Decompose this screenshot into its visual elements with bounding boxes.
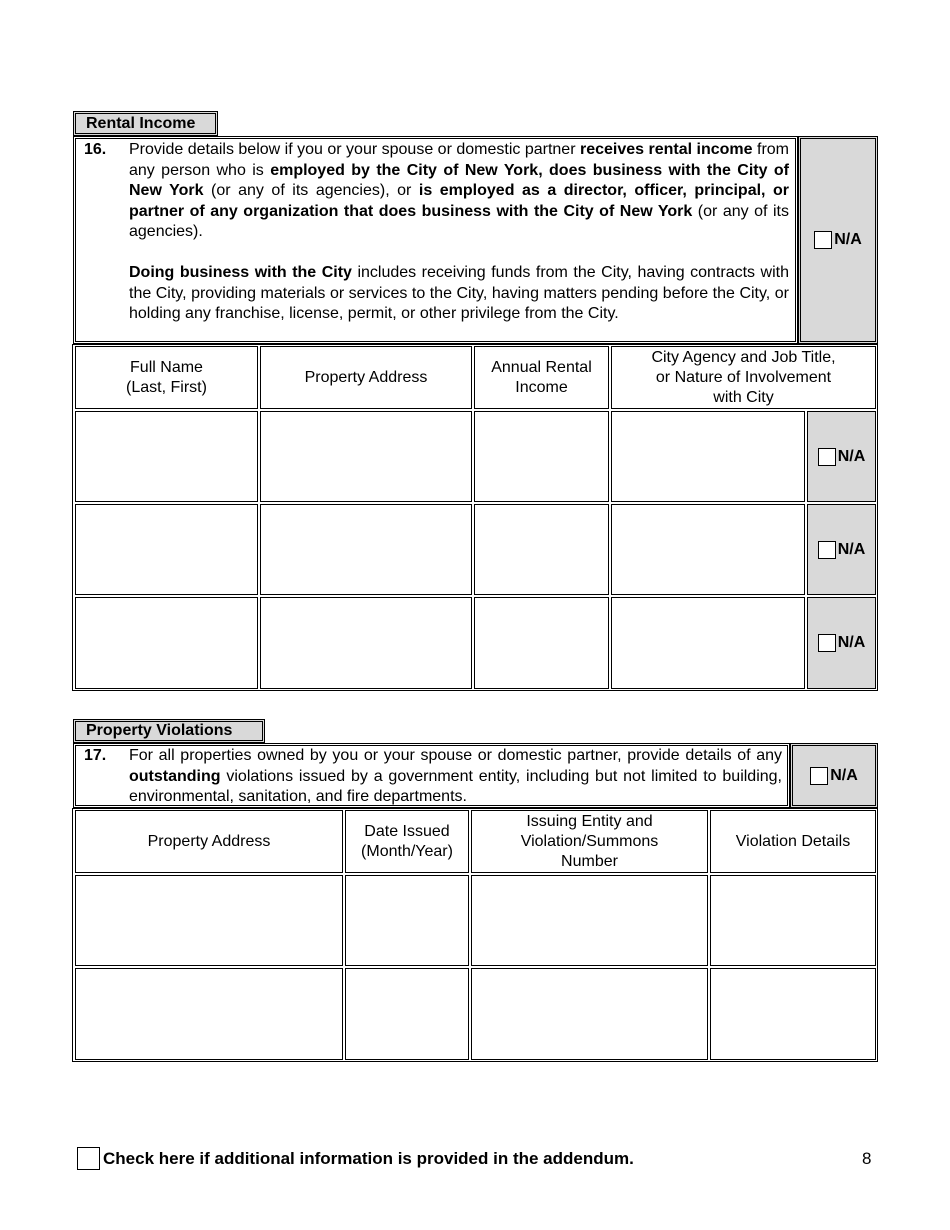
rental-col-full-name-text: Full Name (Last, First) bbox=[126, 358, 207, 396]
rental-row-3-na-box bbox=[807, 597, 876, 689]
rental-row-1-address-input[interactable] bbox=[260, 411, 472, 502]
question-17-p1-run-0: For all properties owned by you or your spouse or domestic partner, provide details of any bbox=[129, 747, 782, 764]
rental-row-3-na-label: N/A bbox=[837, 634, 866, 651]
violations-row-2-address-input[interactable] bbox=[75, 968, 343, 1060]
rental-row-2-address-input[interactable] bbox=[260, 504, 472, 595]
violations-row-1-details-input[interactable] bbox=[710, 875, 876, 966]
question-16-p1-run-5: is employed as a director, officer, principal, or partner of any organization that does business with the City of New York bbox=[129, 182, 790, 220]
violations-col-date-issued-text: Date Issued (Month/Year) bbox=[361, 822, 453, 860]
question-17-p1-run-1: outstanding bbox=[129, 767, 221, 785]
violations-row-2-date-input[interactable] bbox=[345, 968, 469, 1060]
question-16-p1-run-6: (or any of its agencies). bbox=[129, 202, 790, 241]
violations-row-2-entity-input[interactable] bbox=[471, 968, 708, 1060]
question-16-na-label: N/A bbox=[834, 231, 862, 248]
rental-col-annual-income bbox=[474, 346, 609, 409]
rental-row-1-name-input[interactable] bbox=[75, 411, 258, 502]
rental-income-header-text: Rental Income bbox=[86, 114, 196, 132]
rental-row-2-na-box bbox=[807, 504, 876, 595]
question-16-paragraph-1 bbox=[129, 140, 789, 243]
rental-row-1-na-checkbox[interactable] bbox=[818, 448, 836, 466]
rental-row-2-income-input[interactable] bbox=[474, 504, 609, 595]
question-16-p1-run-3: employed by the City of New York, does business with the City of New York bbox=[129, 161, 789, 200]
question-17-na-label: N/A bbox=[830, 766, 858, 784]
rental-col-city-agency bbox=[611, 346, 876, 409]
rental-income-section-header bbox=[73, 111, 218, 136]
violations-col-date-issued bbox=[345, 810, 469, 873]
rental-col-property-address bbox=[260, 346, 472, 409]
question-17-box bbox=[73, 743, 790, 808]
property-violations-header-text: Property Violations bbox=[86, 722, 233, 739]
violations-row-1-date-input[interactable] bbox=[345, 875, 469, 966]
violations-col-details bbox=[710, 810, 876, 873]
rental-col-annual-income-text: Annual Rental Income bbox=[491, 358, 592, 396]
question-16-p1-run-0: Provide details below if you or your spouse or domestic partner bbox=[129, 141, 580, 158]
question-16-box bbox=[73, 136, 798, 344]
question-16-p1-run-1: receives rental income bbox=[579, 141, 753, 158]
rental-row-3-na-checkbox[interactable] bbox=[818, 634, 836, 652]
rental-row-1-na-box bbox=[807, 411, 876, 502]
violations-row-2-details-input[interactable] bbox=[710, 968, 876, 1060]
question-16-text bbox=[129, 140, 789, 325]
rental-row-2-na-checkbox[interactable] bbox=[818, 541, 836, 559]
question-16-p1-run-4: (or any of its agencies), or bbox=[203, 182, 419, 200]
question-16-paragraph-2 bbox=[129, 263, 789, 325]
rental-row-3-agency-input[interactable] bbox=[611, 597, 805, 689]
addendum-label: Check here if additional information is provided in the addendum. bbox=[103, 1149, 634, 1168]
page-number: 8 bbox=[862, 1149, 872, 1168]
violations-col-issuing-entity-text: Issuing Entity and Violation/Summons Number bbox=[520, 812, 659, 870]
rental-row-1-na-label: N/A bbox=[837, 447, 866, 465]
rental-row-2-na-label: N/A bbox=[837, 540, 866, 558]
question-16-na-checkbox[interactable] bbox=[814, 231, 832, 249]
question-16-p1-run-2: from any person who is bbox=[129, 141, 789, 179]
violations-col-details-text: Violation Details bbox=[735, 832, 851, 850]
rental-col-city-agency-text: City Agency and Job Title, or Nature of Involvement with City bbox=[651, 348, 836, 406]
question-17-na-checkbox[interactable] bbox=[810, 767, 828, 785]
rental-row-2-name-input[interactable] bbox=[75, 504, 258, 595]
question-17-na-box bbox=[790, 743, 878, 808]
addendum-checkbox[interactable] bbox=[77, 1147, 100, 1170]
rental-col-property-address-text: Property Address bbox=[304, 368, 428, 386]
rental-row-1-agency-input[interactable] bbox=[611, 411, 805, 502]
rental-row-3-income-input[interactable] bbox=[474, 597, 609, 689]
question-17-p1-run-2: violations issued by a government entity, including but not limited to building, environmental, sanitation, and fire departments. bbox=[129, 767, 782, 806]
question-17-text bbox=[129, 746, 782, 808]
violations-row-1-address-input[interactable] bbox=[75, 875, 343, 966]
violations-col-property-address bbox=[75, 810, 343, 873]
question-16-number: 16. bbox=[84, 141, 107, 158]
rental-col-full-name bbox=[75, 346, 258, 409]
rental-row-3-address-input[interactable] bbox=[260, 597, 472, 689]
violations-row-1-entity-input[interactable] bbox=[471, 875, 708, 966]
violations-col-issuing-entity bbox=[471, 810, 708, 873]
violations-col-property-address-text: Property Address bbox=[147, 832, 271, 850]
rental-row-1-income-input[interactable] bbox=[474, 411, 609, 502]
question-16-p2-run-0: Doing business with the City bbox=[129, 263, 352, 281]
rental-row-2-agency-input[interactable] bbox=[611, 504, 805, 595]
rental-row-3-name-input[interactable] bbox=[75, 597, 258, 689]
question-16-na-box bbox=[798, 136, 878, 344]
property-violations-section-header bbox=[73, 719, 265, 743]
question-16-p2-run-1: includes receiving funds from the City, having contracts with the City, providing materials or services to the City, having matters pending before the City, or holding any franchise, license, permit, or other privilege from the City. bbox=[129, 263, 790, 323]
question-17-number: 17. bbox=[84, 747, 107, 764]
